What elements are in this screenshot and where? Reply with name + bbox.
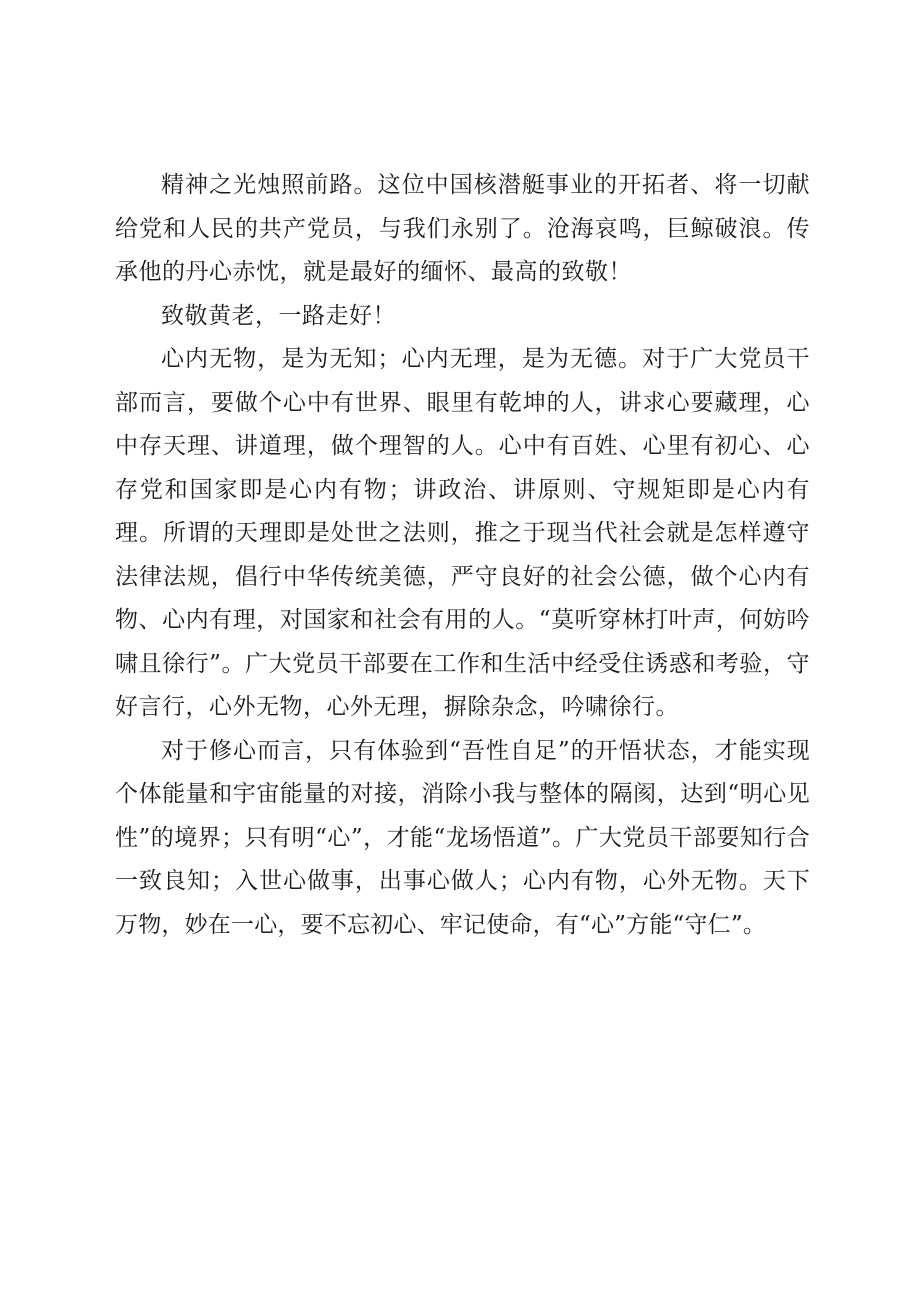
paragraph-farewell: 致敬黄老，一路走好！ [161, 302, 396, 329]
paragraph-tribute: 精神之光烛照前路。这位中国核潜艇事业的开拓者、将一切献给党和人民的共产党员，与我们永别了。沧海哀鸣，巨鲸破浪。传承他的丹心赤忱，就是最好的缅怀、最高的致敬！ [115, 172, 810, 285]
paragraph-heart-and-reason: 心内无物，是为无知；心内无理，是为无德。对于广大党员干部而言，要做个心中有世界、眼里有乾坤的人，讲求心要藏理，心中存天理、讲道理，做个理智的人。心中有百姓、心里有初心、心存党和国家即是心内有物；讲政治、讲原则、守规矩即是心内有理。所谓的天理即是处世之法则，推之于现当代社会就是怎样遵守法律法规，倡行中华传统美德，严守良好的社会公德，做个心内有物、心内有理，对国家和社会有用的人。“莫听穿林打叶声，何妨吟啸且徐行”。广大党员干部要在工作和生活中经受住诱惑和考验，守好言行，心外无物，心外无理，摒除杂念，吟啸徐行。 [115, 346, 810, 720]
paragraph-cultivating-mind: 对于修心而言，只有体验到“吾性自足”的开悟状态，才能实现个体能量和宇宙能量的对接，消除小我与整体的隔阂，达到“明心见性”的境界；只有明“心”，才能“龙场悟道”。广大党员干部要知行合一致良知；入世心做事，出事心做人；心内有物，心外无物。天下万物，妙在一心，要不忘初心、牢记使命，有“心”方能“守仁”。 [115, 737, 810, 938]
document-body [115, 164, 810, 947]
